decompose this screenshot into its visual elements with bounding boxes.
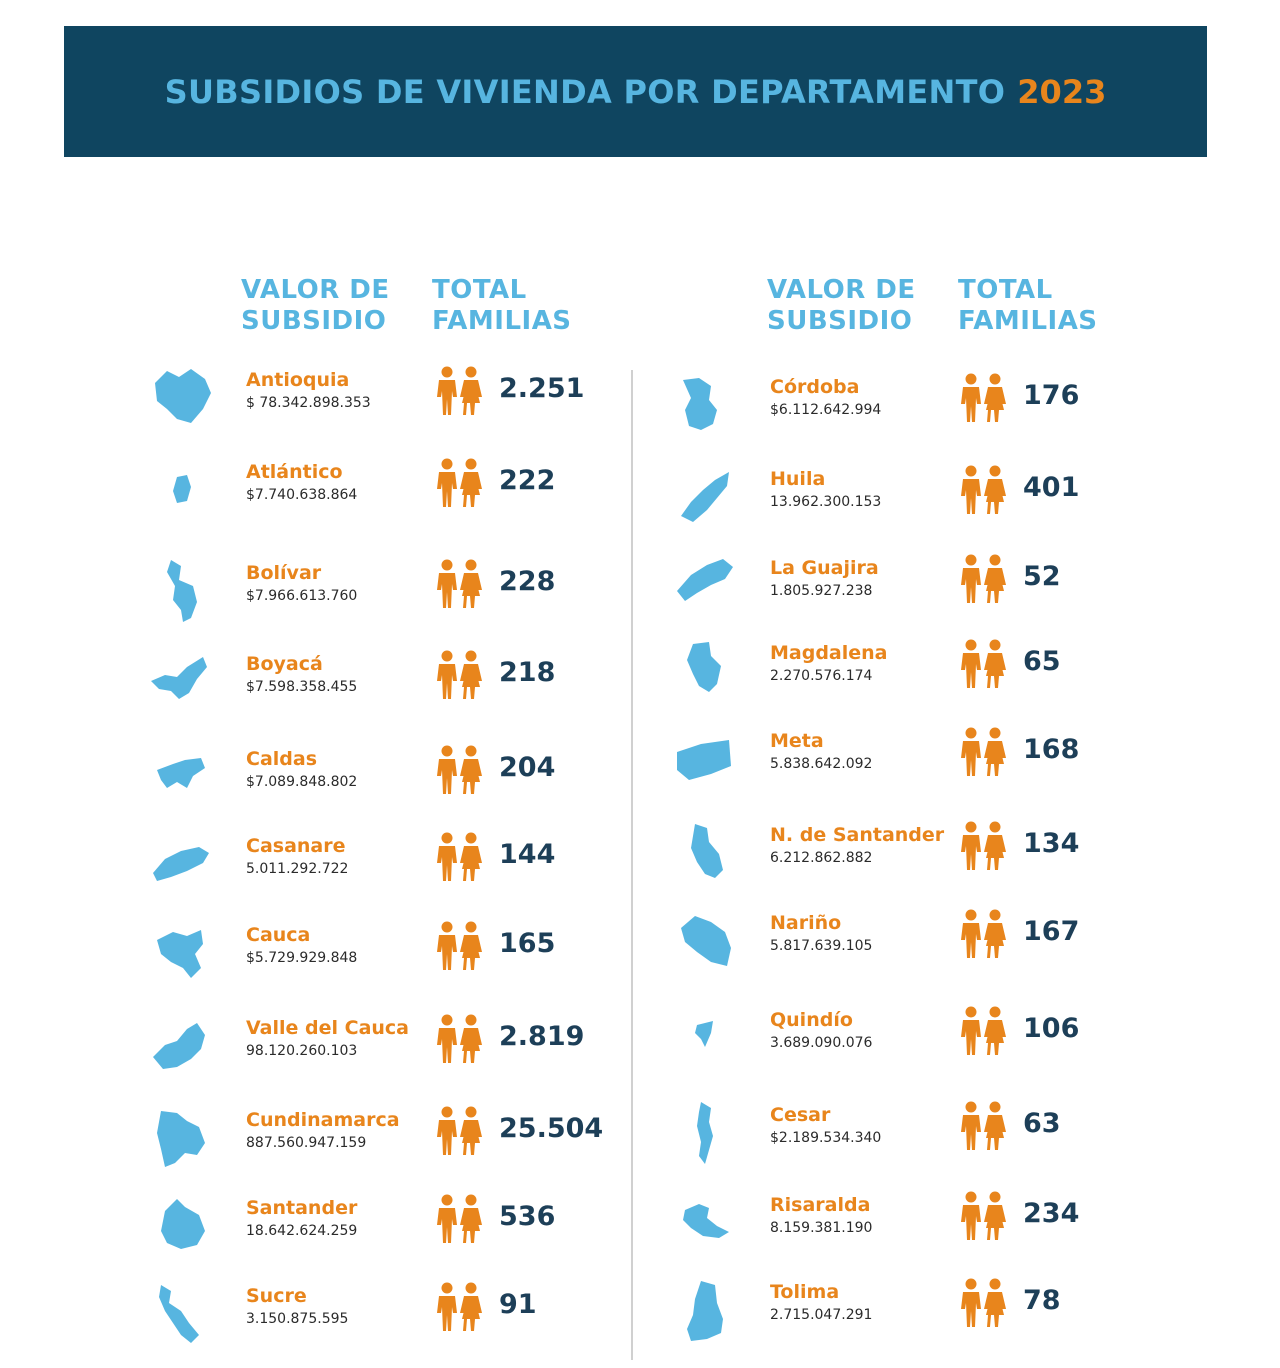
department-row [146, 363, 616, 433]
subsidy-amount: 18.642.624.259 [246, 1223, 358, 1239]
family-icon [956, 372, 1010, 424]
left-total-header-line1: TOTAL [432, 275, 527, 305]
department-map-icon [146, 918, 218, 988]
subsidy-amount: 5.817.639.105 [770, 938, 873, 954]
department-map-icon [146, 1103, 218, 1173]
left-value-header [241, 275, 390, 337]
subsidy-amount: 8.159.381.190 [770, 1220, 873, 1236]
subsidy-amount: 3.689.090.076 [770, 1035, 873, 1051]
family-count: 78 [1023, 1285, 1061, 1316]
department-row [670, 370, 1140, 440]
family-icon [432, 831, 486, 883]
right-value-header-line1: VALOR DE [767, 275, 916, 305]
family-icon [432, 1105, 486, 1157]
department-map-icon [146, 1191, 218, 1261]
subsidy-amount: $6.112.642.994 [770, 402, 882, 418]
subsidy-amount: $7.089.848.802 [246, 774, 358, 790]
column-divider [631, 370, 633, 1360]
family-icon [956, 553, 1010, 605]
department-name: Caldas [246, 748, 318, 770]
family-count: 234 [1023, 1198, 1080, 1229]
department-name: N. de Santander [770, 824, 945, 846]
department-name: Cesar [770, 1104, 831, 1126]
family-icon [432, 1193, 486, 1245]
department-map-icon [146, 455, 218, 525]
department-name: Antioquia [246, 369, 350, 391]
subsidy-amount: $ 78.342.898.353 [246, 395, 371, 411]
department-row [670, 1098, 1140, 1168]
department-map-icon [146, 1011, 218, 1081]
family-count: 63 [1023, 1108, 1061, 1139]
family-count: 168 [1023, 734, 1080, 765]
family-icon [432, 558, 486, 610]
department-name: Casanare [246, 835, 346, 857]
department-row [146, 647, 616, 717]
family-icon [956, 1190, 1010, 1242]
department-row [670, 551, 1140, 621]
right-value-header [767, 275, 916, 337]
department-name: Meta [770, 730, 824, 752]
subsidy-amount: $2.189.534.340 [770, 1130, 882, 1146]
department-map-icon [670, 906, 742, 976]
subsidy-amount: $7.598.358.455 [246, 679, 358, 695]
department-row [146, 556, 616, 626]
family-icon [432, 649, 486, 701]
department-name: Valle del Cauca [246, 1017, 410, 1039]
department-row [146, 1191, 616, 1261]
family-icon [432, 920, 486, 972]
department-row [146, 455, 616, 525]
department-name: Boyacá [246, 653, 323, 675]
family-icon [956, 638, 1010, 690]
department-name: Bolívar [246, 562, 322, 584]
subsidy-amount: 1.805.927.238 [770, 583, 873, 599]
department-name: La Guajira [770, 557, 879, 579]
department-map-icon [670, 636, 742, 706]
subsidy-amount: 5.838.642.092 [770, 756, 873, 772]
department-map-icon [670, 370, 742, 440]
department-name: Huila [770, 468, 826, 490]
family-count: 222 [499, 465, 556, 496]
family-icon [432, 457, 486, 509]
family-count: 2.251 [499, 373, 585, 404]
family-count: 25.504 [499, 1113, 604, 1144]
department-row [146, 1279, 616, 1349]
subsidy-amount: $7.966.613.760 [246, 588, 358, 604]
subsidy-amount: 887.560.947.159 [246, 1135, 367, 1151]
department-map-icon [146, 829, 218, 899]
family-icon [956, 1005, 1010, 1057]
department-name: Risaralda [770, 1194, 871, 1216]
department-name: Santander [246, 1197, 358, 1219]
department-name: Atlántico [246, 461, 343, 483]
department-map-icon [146, 556, 218, 626]
subsidy-amount: 3.150.875.595 [246, 1311, 349, 1327]
family-icon [956, 820, 1010, 872]
department-map-icon [670, 1098, 742, 1168]
family-icon [956, 726, 1010, 778]
department-row [146, 742, 616, 812]
family-icon [956, 464, 1010, 516]
department-name: Cundinamarca [246, 1109, 400, 1131]
family-count: 401 [1023, 472, 1080, 503]
family-count: 65 [1023, 646, 1061, 677]
subsidy-amount: 13.962.300.153 [770, 494, 882, 510]
department-map-icon [670, 1275, 742, 1345]
department-row [670, 818, 1140, 888]
family-icon [432, 365, 486, 417]
subsidy-amount: $7.740.638.864 [246, 487, 358, 503]
page-title: SUBSIDIOS DE VIVIENDA POR DEPARTAMENTO [164, 72, 1006, 111]
subsidy-amount: 5.011.292.722 [246, 861, 349, 877]
department-map-icon [670, 551, 742, 621]
department-name: Córdoba [770, 376, 860, 398]
department-map-icon [670, 1003, 742, 1073]
family-count: 144 [499, 839, 556, 870]
family-count: 228 [499, 566, 556, 597]
department-map-icon [146, 363, 218, 433]
family-icon [432, 1281, 486, 1333]
department-row [146, 1011, 616, 1081]
subsidy-amount: 6.212.862.882 [770, 850, 873, 866]
family-count: 176 [1023, 380, 1080, 411]
family-count: 218 [499, 657, 556, 688]
department-map-icon [146, 647, 218, 717]
department-name: Sucre [246, 1285, 307, 1307]
department-map-icon [670, 1188, 742, 1258]
family-count: 52 [1023, 561, 1061, 592]
left-value-header-line1: VALOR DE [241, 275, 390, 305]
department-row [670, 1003, 1140, 1073]
right-total-header [958, 275, 1098, 337]
department-name: Magdalena [770, 642, 888, 664]
department-row [146, 829, 616, 899]
family-count: 536 [499, 1201, 556, 1232]
family-icon [432, 744, 486, 796]
family-count: 165 [499, 928, 556, 959]
subsidy-amount: 2.270.576.174 [770, 668, 873, 684]
family-count: 91 [499, 1289, 537, 1320]
left-value-header-line2: SUBSIDIO [241, 306, 387, 336]
family-icon [956, 1277, 1010, 1329]
department-map-icon [146, 1279, 218, 1349]
department-name: Quindío [770, 1009, 853, 1031]
department-name: Cauca [246, 924, 311, 946]
left-total-header-line2: FAMILIAS [432, 306, 572, 336]
family-count: 204 [499, 752, 556, 783]
department-map-icon [146, 742, 218, 812]
department-row [670, 1188, 1140, 1258]
department-row [146, 918, 616, 988]
family-count: 106 [1023, 1013, 1080, 1044]
family-count: 167 [1023, 916, 1080, 947]
department-row [670, 636, 1140, 706]
family-icon [432, 1013, 486, 1065]
title-banner [64, 26, 1207, 157]
family-count: 2.819 [499, 1021, 585, 1052]
department-name: Tolima [770, 1281, 840, 1303]
department-map-icon [670, 724, 742, 794]
subsidy-amount: 2.715.047.291 [770, 1307, 873, 1323]
right-total-header-line2: FAMILIAS [958, 306, 1098, 336]
department-row [146, 1103, 616, 1173]
family-icon [956, 1100, 1010, 1152]
department-row [670, 906, 1140, 976]
right-total-header-line1: TOTAL [958, 275, 1053, 305]
department-map-icon [670, 462, 742, 532]
department-row [670, 724, 1140, 794]
left-total-header [432, 275, 572, 337]
subsidy-amount: $5.729.929.848 [246, 950, 358, 966]
department-row [670, 462, 1140, 532]
department-row [670, 1275, 1140, 1345]
department-map-icon [670, 818, 742, 888]
subsidy-amount: 98.120.260.103 [246, 1043, 358, 1059]
family-count: 134 [1023, 828, 1080, 859]
right-value-header-line2: SUBSIDIO [767, 306, 913, 336]
department-name: Nariño [770, 912, 842, 934]
family-icon [956, 908, 1010, 960]
title-year: 2023 [1017, 72, 1107, 111]
